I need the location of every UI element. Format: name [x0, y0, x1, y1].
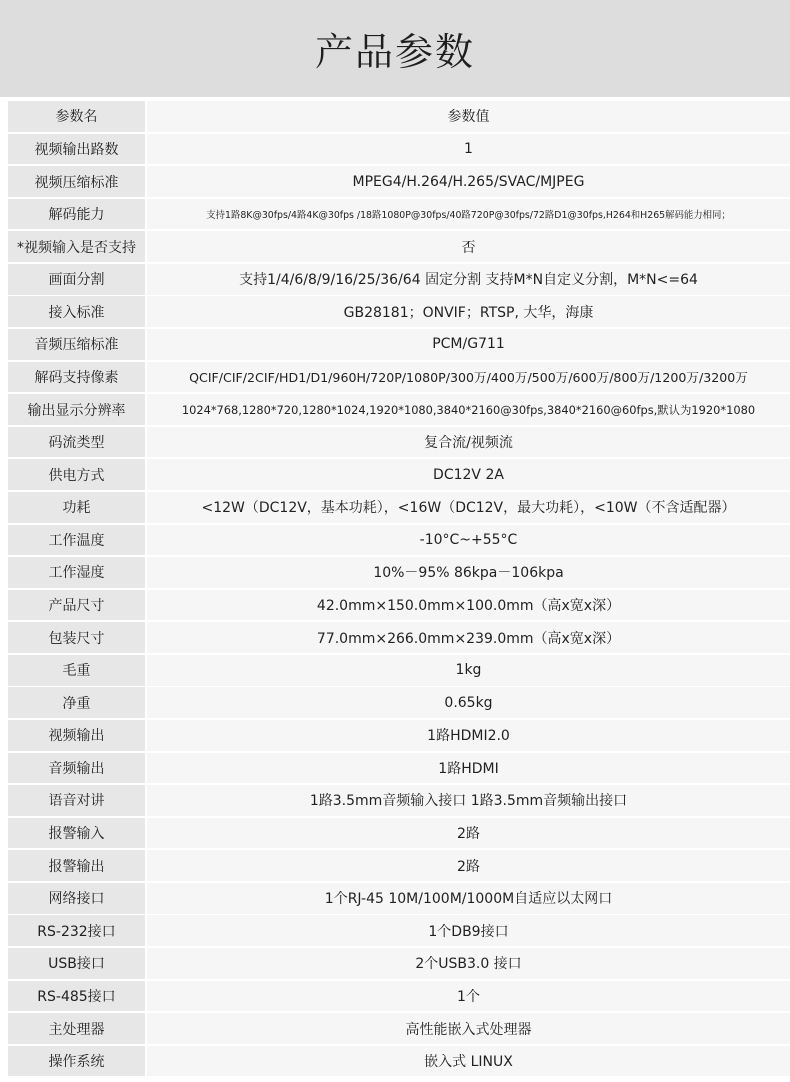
- table-row: [8, 720, 790, 751]
- param-name: 工作湿度: [8, 557, 145, 588]
- table-row: [8, 199, 790, 230]
- param-name: RS-485接口: [8, 981, 145, 1012]
- param-value: 支持1/4/6/8/9/16/25/36/64 固定分割 支持M*N自定义分割，M*N<=64: [147, 264, 790, 295]
- param-value: <12W（DC12V，基本功耗），<16W（DC12V，最大功耗），<10W（不含适配器）: [147, 492, 790, 523]
- param-value: 0.65kg: [147, 687, 790, 718]
- param-value: 支持1路8K@30fps/4路4K@30fps /18路1080P@30fps/40路720P@30fps/72路D1@30fps,H264和H265解码能力相同；: [147, 199, 790, 230]
- table-row: [8, 362, 790, 393]
- param-name: 解码能力: [8, 199, 145, 230]
- table-row: [8, 687, 790, 718]
- table-row: [8, 329, 790, 360]
- param-name: 报警输出: [8, 850, 145, 881]
- param-name: 供电方式: [8, 459, 145, 490]
- table-row: [8, 785, 790, 816]
- param-value: PCM/G711: [147, 329, 790, 360]
- param-value: 1: [147, 134, 790, 165]
- param-name: 解码支持像素: [8, 362, 145, 393]
- param-value: 1路HDMI2.0: [147, 720, 790, 751]
- param-value: 高性能嵌入式处理器: [147, 1013, 790, 1044]
- table-row: [8, 622, 790, 653]
- table-row: [8, 166, 790, 197]
- table-row: [8, 981, 790, 1012]
- param-value: 10%－95% 86kpa－106kpa: [147, 557, 790, 588]
- table-row: [8, 459, 790, 490]
- param-value: 1kg: [147, 655, 790, 686]
- param-value: 2路: [147, 818, 790, 849]
- param-value: 嵌入式 LINUX: [147, 1046, 790, 1077]
- param-value: 复合流/视频流: [147, 427, 790, 458]
- table-row: [8, 753, 790, 784]
- param-value: 1024*768,1280*720,1280*1024,1920*1080,3840*2160@30fps,3840*2160@60fps,默认为1920*1080: [147, 394, 790, 425]
- param-name: 包装尺寸: [8, 622, 145, 653]
- table-row: [8, 590, 790, 621]
- table-row: [8, 394, 790, 425]
- param-value: 1路3.5mm音频输入接口 1路3.5mm音频输出接口: [147, 785, 790, 816]
- param-name: 视频输出: [8, 720, 145, 751]
- param-value: MPEG4/H.264/H.265/SVAC/MJPEG: [147, 166, 790, 197]
- param-name: 接入标准: [8, 296, 145, 327]
- table-row: [8, 915, 790, 946]
- param-name: 功耗: [8, 492, 145, 523]
- table-row: [8, 850, 790, 881]
- param-name: *视频输入是否支持: [8, 231, 145, 262]
- header-cell-name: 参数名: [8, 101, 145, 132]
- param-value: 77.0mm×266.0mm×239.0mm（高x宽x深）: [147, 622, 790, 653]
- param-name: USB接口: [8, 948, 145, 979]
- param-name: 网络接口: [8, 883, 145, 914]
- table-row: [8, 1046, 790, 1077]
- spec-table: [8, 101, 790, 1078]
- page-title: 产品参数: [314, 30, 475, 74]
- param-value: 42.0mm×150.0mm×100.0mm（高x宽x深）: [147, 590, 790, 621]
- table-row: [8, 818, 790, 849]
- param-value: 1个RJ-45 10M/100M/1000M自适应以太网口: [147, 883, 790, 914]
- param-name: 主处理器: [8, 1013, 145, 1044]
- table-row: [8, 264, 790, 295]
- param-value: 1个DB9接口: [147, 915, 790, 946]
- param-name: 毛重: [8, 655, 145, 686]
- param-name: RS-232接口: [8, 915, 145, 946]
- spec-table-header-row: [8, 101, 790, 132]
- table-row: [8, 427, 790, 458]
- param-value: 1个: [147, 981, 790, 1012]
- param-name: 音频压缩标准: [8, 329, 145, 360]
- param-name: 操作系统: [8, 1046, 145, 1077]
- param-name: 工作温度: [8, 525, 145, 556]
- param-name: 报警输入: [8, 818, 145, 849]
- header-cell-value: 参数值: [147, 101, 790, 132]
- table-row: [8, 231, 790, 262]
- param-name: 音频输出: [8, 753, 145, 784]
- table-row: [8, 1013, 790, 1044]
- param-name: 视频输出路数: [8, 134, 145, 165]
- param-value: 否: [147, 231, 790, 262]
- table-row: [8, 883, 790, 914]
- param-name: 语音对讲: [8, 785, 145, 816]
- param-name: 码流类型: [8, 427, 145, 458]
- table-row: [8, 134, 790, 165]
- param-value: GB28181；ONVIF；RTSP, 大华，海康: [147, 296, 790, 327]
- param-name: 输出显示分辨率: [8, 394, 145, 425]
- param-value: 2个USB3.0 接口: [147, 948, 790, 979]
- param-value: QCIF/CIF/2CIF/HD1/D1/960H/720P/1080P/300万/400万/500万/600万/800万/1200万/3200万: [147, 362, 790, 393]
- table-row: [8, 948, 790, 979]
- table-row: [8, 296, 790, 327]
- table-row: [8, 525, 790, 556]
- param-value: 1路HDMI: [147, 753, 790, 784]
- table-row: [8, 492, 790, 523]
- param-value: 2路: [147, 850, 790, 881]
- table-row: [8, 557, 790, 588]
- title-banner: [0, 0, 790, 97]
- table-row: [8, 655, 790, 686]
- param-value: -10°C~+55°C: [147, 525, 790, 556]
- param-value: DC12V 2A: [147, 459, 790, 490]
- param-name: 视频压缩标准: [8, 166, 145, 197]
- param-name: 净重: [8, 687, 145, 718]
- param-name: 产品尺寸: [8, 590, 145, 621]
- param-name: 画面分割: [8, 264, 145, 295]
